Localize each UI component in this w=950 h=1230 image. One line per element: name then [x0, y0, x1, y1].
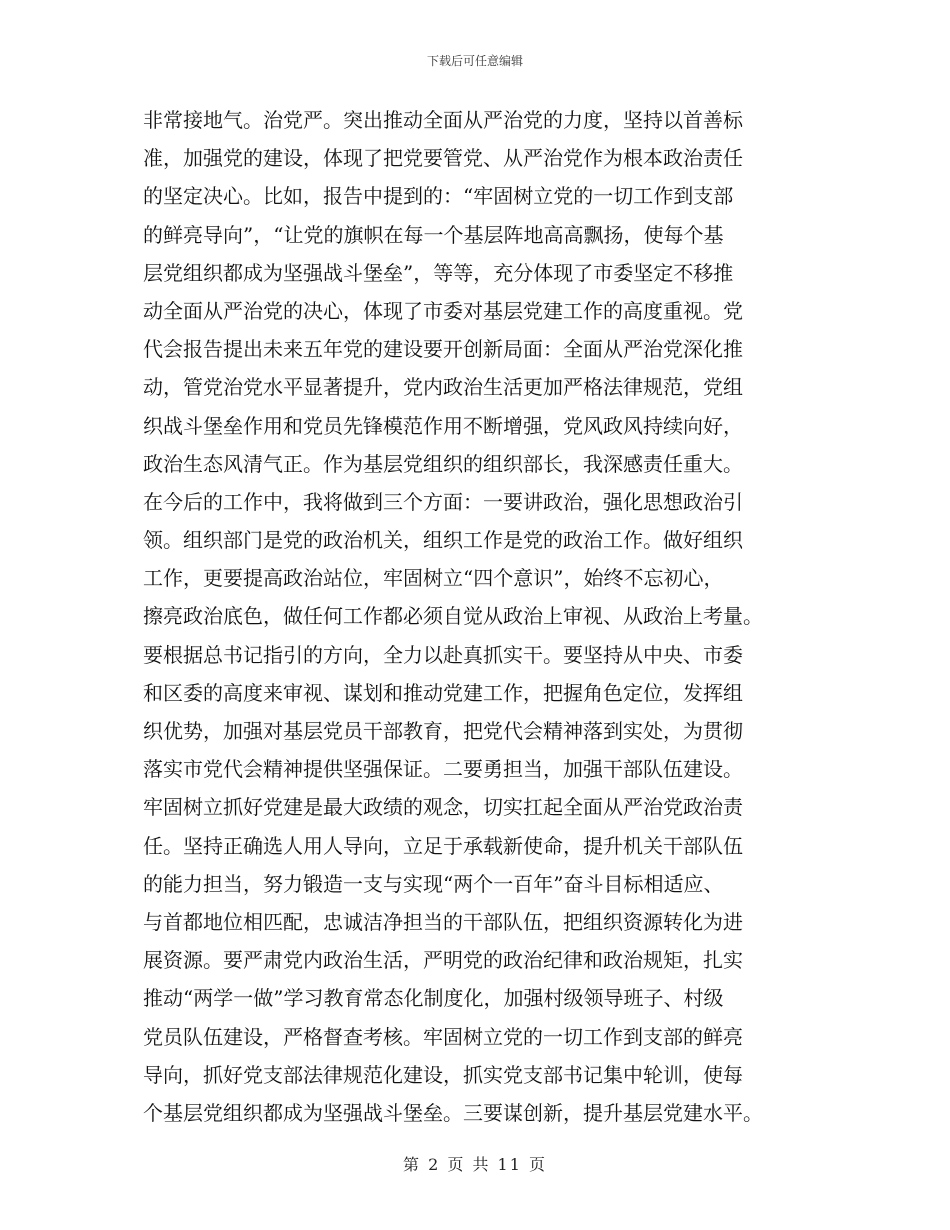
text-line: 织优势，加强对基层党员干部教育，把党代会精神落到实处，为贯彻	[143, 719, 743, 743]
text-line: 层党组织都成为坚强战斗堡垒”，等等，充分体现了市委坚定不移推	[143, 260, 734, 285]
text-line: 在今后的工作中，我将做到三个方面：一要讲政治，强化思想政治引	[143, 489, 743, 514]
text-line: 准，加强党的建设，体现了把党要管党、从严治党作为根本政治责任	[143, 146, 743, 171]
page-header: 下载后可任意编辑	[426, 54, 523, 68]
text-line: 织战斗堡垒作用和党员先锋模范作用不断增强，党风政风持续向好，	[143, 413, 743, 438]
text-line: 要根据总书记指引的方向，全力以赴真抓实干。要坚持从中央、市委	[143, 642, 743, 667]
text-line: 的坚定决心。比如，报告中提到的：“牢固树立党的一切工作到支部	[143, 184, 734, 209]
text-line: 的鲜亮导向”，“让党的旗帜在每一个基层阵地高高飘扬，使每个基	[143, 222, 724, 247]
text-line: 动，管党治党水平显著提升，党内政治生活更加严格法律规范，党组	[143, 375, 743, 400]
text-line: 动全面从严治党的决心，体现了市委对基层党建工作的高度重视。党	[143, 298, 743, 323]
text-line: 代会报告提出未来五年党的建设要开创新局面：全面从严治党深化推	[143, 337, 743, 362]
text-line: 擦亮政治底色，做任何工作都必须自觉从政治上审视、从政治上考量。	[143, 604, 763, 629]
text-line: 导向，抓好党支部法律规范化建设，抓实党支部书记集中轮训，使每	[143, 1062, 743, 1087]
text-line: 推动“两学一做”学习教育常态化制度化，加强村级领导班子、村级	[143, 986, 724, 1011]
text-line: 的能力担当，努力锻造一支与实现“两个一百年”奋斗目标相适应、	[143, 871, 724, 896]
text-line: 工作，更要提高政治站位，牢固树立“四个意识”，始终不忘初心，	[143, 566, 724, 591]
text-line: 与首都地位相匹配，忠诚洁净担当的干部队伍，把组织资源转化为进	[143, 909, 743, 934]
text-line: 落实市党代会精神提供坚强保证。二要勇担当，加强干部队伍建设。	[143, 757, 743, 782]
text-line: 展资源。要严肃党内政治生活，严明党的政治纪律和政治规矩，扎实	[143, 948, 743, 973]
text-line: 党员队伍建设，严格督查考核。牢固树立党的一切工作到支部的鲜亮	[143, 1024, 743, 1049]
text-line: 政治生态风清气正。作为基层党组织的组织部长，我深感责任重大。	[143, 451, 743, 476]
text-line: 非常接地气。治党严。突出推动全面从严治党的力度，坚持以首善标	[143, 108, 743, 132]
text-line: 个基层党组织都成为坚强战斗堡垒。三要谋创新，提升基层党建水平。	[143, 1100, 763, 1125]
text-line: 和区委的高度来审视、谋划和推动党建工作，把握角色定位，发挥组	[143, 680, 743, 705]
text-line: 领。组织部门是党的政治机关，组织工作是党的政治工作。做好组织	[143, 528, 743, 553]
text-line: 牢固树立抓好党建是最大政绩的观念，切实扛起全面从严治党政治责	[143, 795, 743, 820]
body-text	[143, 101, 823, 1132]
text-line: 任。坚持正确选人用人导向，立足于承载新使命，提升机关干部队伍	[143, 833, 743, 858]
page-number-footer: 第 2 页 共 11 页	[403, 1155, 547, 1174]
